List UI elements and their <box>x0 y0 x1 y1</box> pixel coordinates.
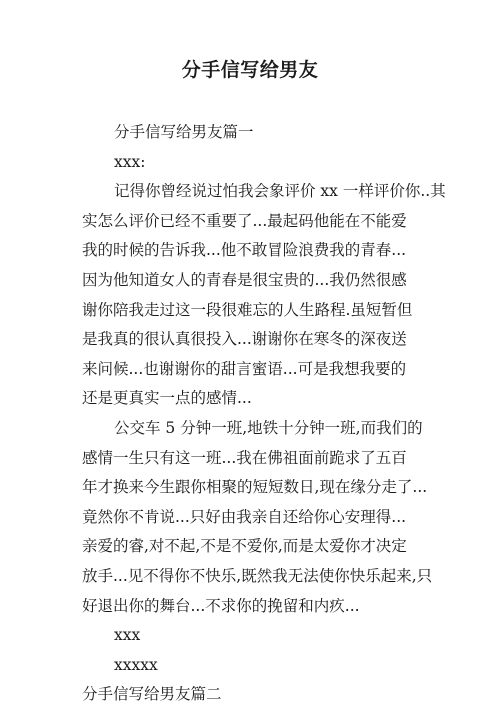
text-line: 亲爱的睿,对不起,不是不爱你,而是太爱你才决定 <box>82 537 407 556</box>
text-line: 还是更真实一点的感情... <box>82 389 252 408</box>
text-line: 放手...见不得你不快乐,既然我无法使你快乐起来,只 <box>82 566 433 585</box>
text-line: 来问候...也谢谢你的甜言蜜语...可是我想我要的 <box>82 359 407 378</box>
text-line: 年才换来今生跟你相聚的短短数日,现在缘分走了... <box>82 478 428 497</box>
text-line: 分手信写给男友篇一 <box>114 123 254 141</box>
text-line: 好退出你的舞台...不求你的挽留和内疚... <box>82 596 360 615</box>
text-line: 谢你陪我走过这一段很难忘的人生路程.虽短暂但 <box>82 300 413 319</box>
text-line: 竟然你不肯说...只好由我亲自还给你心安理得... <box>82 507 407 526</box>
text-line: 因为他知道女人的青春是很宝贵的...我仍然很感 <box>82 270 407 289</box>
text-line: xxxxx <box>114 655 158 674</box>
text-line: 我的时候的告诉我...他不敢冒险浪费我的青春... <box>82 241 407 260</box>
text-line: 分手信写给男友篇二 <box>82 685 222 704</box>
text-line: 公交车 5 分钟一班,地铁十分钟一班,而我们的 <box>114 418 423 437</box>
text-line: xxx: <box>114 152 146 171</box>
text-line: 实怎么评价已经不重要了...最起码他能在不能爱 <box>82 211 407 230</box>
text-line: 是我真的很认真很投入...谢谢你在寒冬的深夜送 <box>82 330 407 349</box>
text-line: 感情一生只有这一班...我在佛祖面前跪求了五百 <box>82 448 407 467</box>
text-line: 记得你曾经说过怕我会象评价 xx 一样评价你..其 <box>114 182 446 201</box>
document-title: 分手信写给男友 <box>181 59 319 81</box>
text-line: xxx <box>114 626 141 645</box>
document-body <box>82 118 452 710</box>
